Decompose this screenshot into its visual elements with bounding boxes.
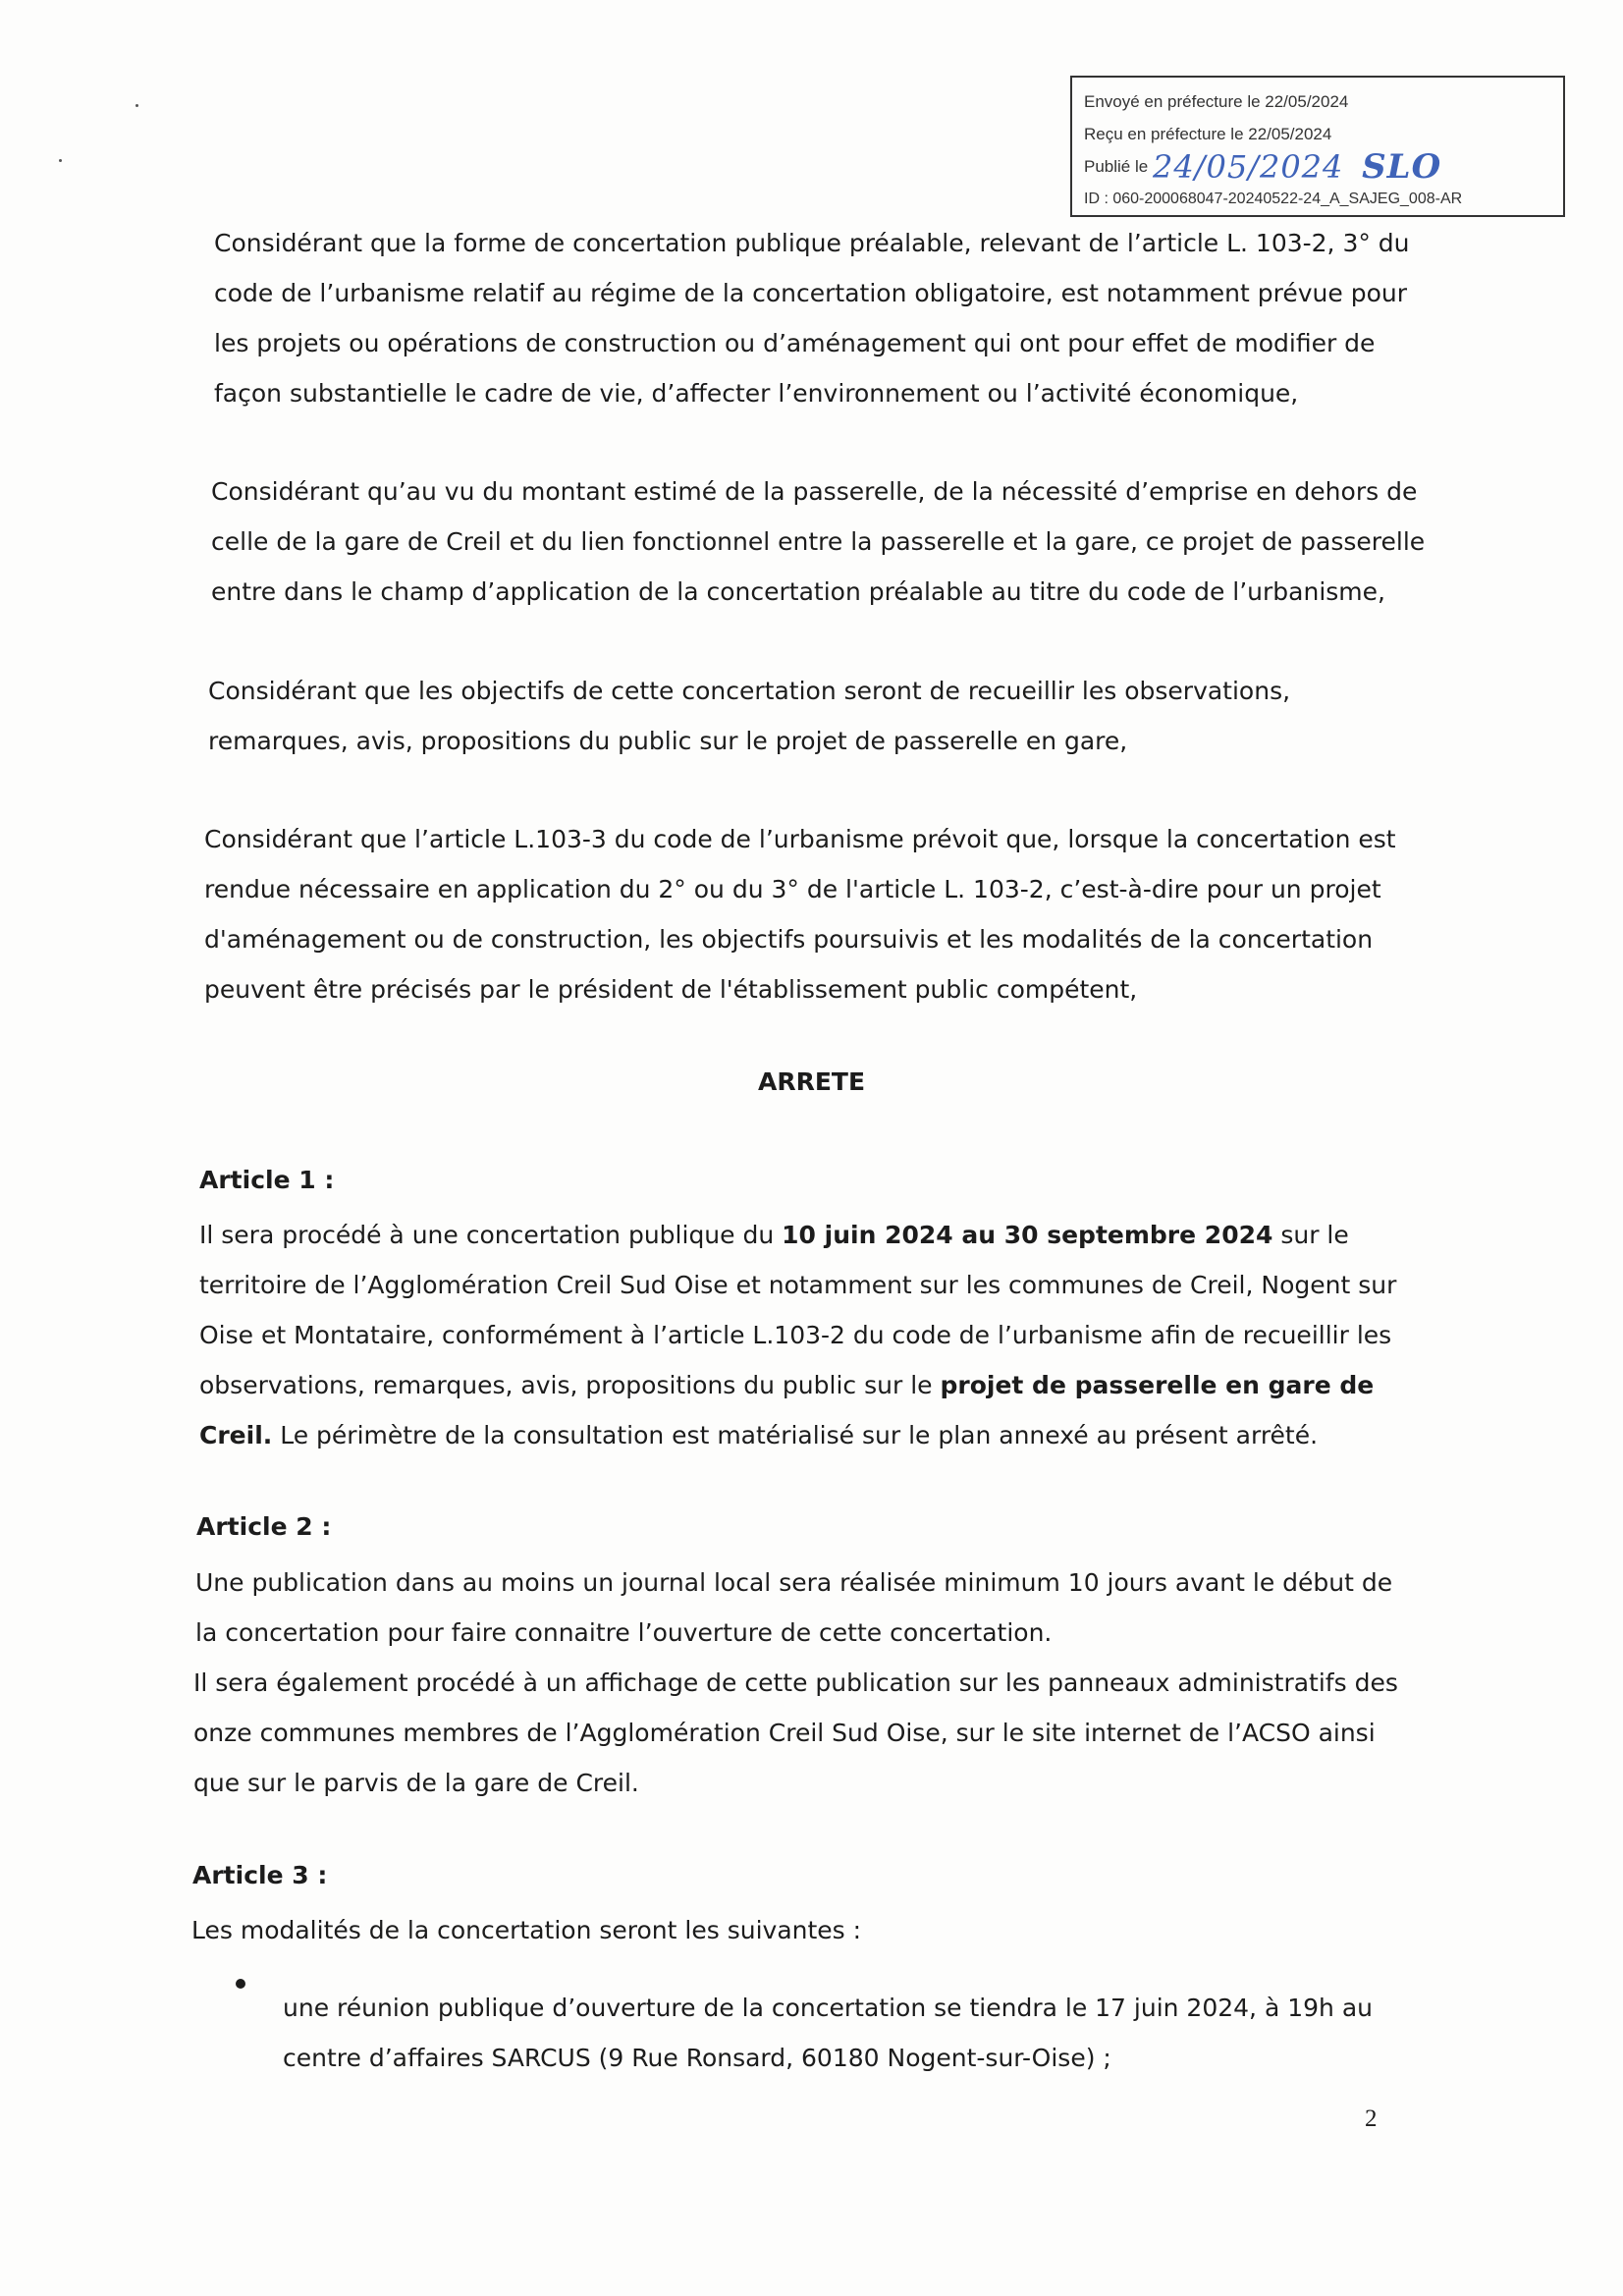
arrete-title: ARRETE xyxy=(757,1067,866,1096)
article-3-heading: Article 3 : xyxy=(192,1861,328,1889)
article-2-text-1: Une publication dans au moins un journal local sera réalisée minimum 10 jours avant le début de la concertation pour faire connaitre l’ouverture de cette concertation. xyxy=(195,1568,1393,1647)
article-1-text-c: Le périmètre de la consultation est matérialisé sur le plan annexé au présent arrêté. xyxy=(272,1421,1319,1449)
article-1-text-b: sur le territoire de l’Agglomération Creil Sud Oise et notamment sur les communes de Creil, Nogent sur Oise et Montataire, conformément à l’article L.103-2 du code de l’urbanisme afin de recueillir les observations, remarques, avis, propositions du public sur le xyxy=(199,1221,1397,1399)
article-1-project: projet de passerelle en gare de Creil. xyxy=(199,1371,1375,1449)
article-3-intro: Les modalités de la concertation seront les suivantes : xyxy=(191,1916,862,1944)
considerant-4: Considérant que l’article L.103-3 du code de l’urbanisme prévoit que, lorsque la concertation est rendue nécessaire en application du 2° ou du 3° de l'article L. 103-2, c’est-à-dire pour un projet d'aménagement ou de construction, les objectifs poursuivis et les modalités de la concertation peuvent être précisés par le président de l'établissement public compétent, xyxy=(204,825,1396,1004)
prefecture-stamp xyxy=(1070,76,1565,217)
article-1-text-a: Il sera procédé à une concertation publique du xyxy=(199,1221,783,1249)
article-2-text-2: Il sera également procédé à un affichage de cette publication sur les panneaux administratifs des onze communes membres de l’Agglomération Creil Sud Oise, sur le site internet de l’ACSO ainsi que sur le parvis de la gare de Creil. xyxy=(193,1668,1398,1797)
stamp-id: ID : 060-200068047-20240522-24_A_SAJEG_008-AR xyxy=(1084,191,1463,207)
article-3-bullet-1: une réunion publique d’ouverture de la concertation se tiendra le 17 juin 2024, à 19h au centre d’affaires SARCUS (9 Rue Ronsard, 60180 Nogent-sur-Oise) ; xyxy=(283,1994,1373,2072)
considerant-3: Considérant que les objectifs de cette concertation seront de recueillir les observations, remarques, avis, propositions du public sur le projet de passerelle en gare, xyxy=(208,677,1291,755)
scan-speck xyxy=(135,104,138,107)
considerant-2: Considérant qu’au vu du montant estimé de la passerelle, de la nécessité d’emprise en dehors de celle de la gare de Creil et du lien fonctionnel entre la passerelle et la gare, ce projet de passerelle entre dans le champ d’application de la concertation préalable au titre du code de l’urbanisme, xyxy=(211,477,1426,606)
stamp-publie-date: 24/05/2024 xyxy=(1152,148,1344,187)
article-2-heading: Article 2 : xyxy=(196,1512,332,1541)
article-1-text xyxy=(199,1210,1417,1460)
stamp-publie xyxy=(1084,147,1553,188)
considerant-1: Considérant que la forme de concertation publique préalable, relevant de l’article L. 103-2, 3° du code de l’urbanisme relatif au régime de la concertation obligatoire, est notamment prévue pour les projets ou opérations de construction ou d’aménagement qui ont pour effet de modifier de façon substantielle le cadre de vie, d’affecter l’environnement ou l’activité économique, xyxy=(214,229,1410,408)
stamp-initials: SLO xyxy=(1362,147,1442,188)
page-number: 2 xyxy=(1365,2105,1378,2132)
scan-speck xyxy=(59,159,62,162)
stamp-publie-label: Publié le xyxy=(1084,157,1149,176)
article-1-heading: Article 1 : xyxy=(199,1166,335,1194)
article-1-dates: 10 juin 2024 au 30 septembre 2024 xyxy=(782,1221,1273,1249)
stamp-envoye: Envoyé en préfecture le 22/05/2024 xyxy=(1084,92,1349,111)
bullet-dot xyxy=(236,1979,245,1989)
stamp-recu: Reçu en préfecture le 22/05/2024 xyxy=(1084,125,1332,143)
